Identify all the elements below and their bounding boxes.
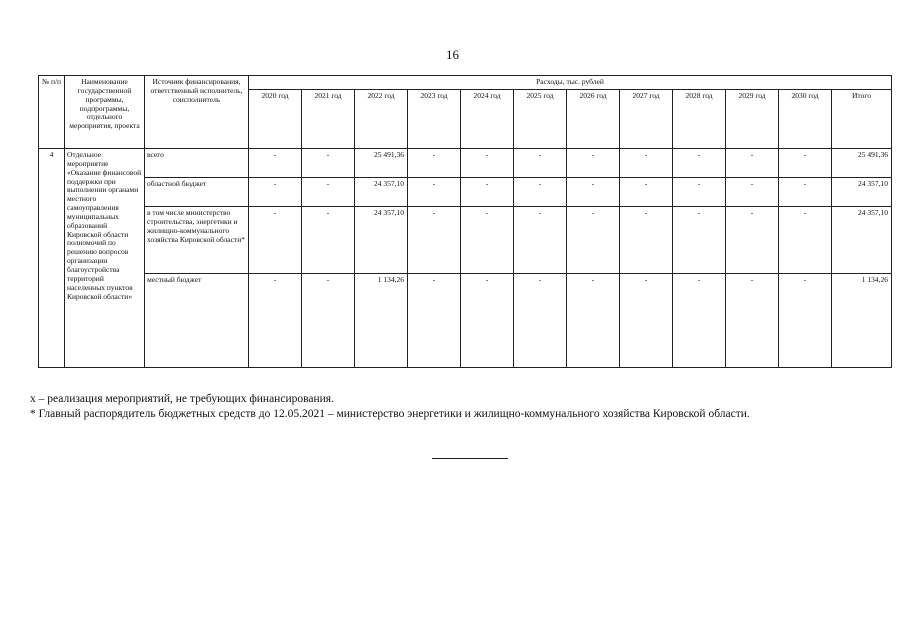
total-cell: 1 134,26 (832, 274, 892, 368)
value-cell: - (249, 149, 302, 178)
table-row (39, 274, 892, 368)
value-cell: - (461, 149, 514, 178)
value-cell: - (726, 149, 779, 178)
header-year: 2024 год (461, 90, 514, 149)
header-expenses: Расходы, тыс. рублей (249, 76, 892, 90)
value-cell: - (620, 178, 673, 207)
value-cell: - (779, 274, 832, 368)
value-cell: - (249, 207, 302, 274)
financing-table (38, 75, 892, 368)
header-year: 2028 год (673, 90, 726, 149)
table-row (39, 149, 892, 178)
value-cell: - (461, 274, 514, 368)
header-year: 2029 год (726, 90, 779, 149)
header-year: 2022 год (355, 90, 408, 149)
table-row (39, 178, 892, 207)
header-total: Итого (832, 90, 892, 149)
value-cell: - (514, 149, 567, 178)
total-cell: 25 491,36 (832, 149, 892, 178)
value-cell: - (408, 149, 461, 178)
value-cell: - (302, 178, 355, 207)
value-cell: - (620, 149, 673, 178)
value-cell: 24 357,10 (355, 178, 408, 207)
value-cell: - (726, 274, 779, 368)
table-header-row (39, 76, 892, 90)
source-cell: областной бюджет (145, 178, 249, 207)
value-cell: - (779, 178, 832, 207)
value-cell: 25 491,36 (355, 149, 408, 178)
header-year: 2025 год (514, 90, 567, 149)
header-year: 2027 год (620, 90, 673, 149)
value-cell: - (779, 207, 832, 274)
value-cell: - (461, 178, 514, 207)
header-number: № п/п (39, 76, 65, 149)
header-year: 2026 год (567, 90, 620, 149)
value-cell: 24 357,10 (355, 207, 408, 274)
value-cell: - (302, 207, 355, 274)
value-cell: - (673, 274, 726, 368)
value-cell: - (249, 178, 302, 207)
value-cell: - (673, 207, 726, 274)
value-cell: - (514, 274, 567, 368)
value-cell: - (673, 178, 726, 207)
header-year: 2020 год (249, 90, 302, 149)
separator-line (432, 458, 508, 459)
value-cell: - (673, 149, 726, 178)
value-cell: - (408, 274, 461, 368)
source-cell: в том числе министерство строительства, энергетики и жилищно-коммунального хозяйства Кировской области* (145, 207, 249, 274)
total-cell: 24 357,10 (832, 207, 892, 274)
value-cell: - (302, 149, 355, 178)
header-source: Источник финансирования, ответственный исполнитель, соисполнитель (145, 76, 249, 149)
value-cell: - (620, 274, 673, 368)
value-cell: - (408, 178, 461, 207)
source-cell: местный бюджет (145, 274, 249, 368)
footnotes (30, 392, 890, 422)
value-cell: - (726, 207, 779, 274)
source-cell: всего (145, 149, 249, 178)
footnote-asterisk: * Главный распорядитель бюджетных средств до 12.05.2021 – министерство энергетики и жилищно-коммунального хозяйства Кировской области. (30, 407, 750, 420)
value-cell: - (249, 274, 302, 368)
value-cell: - (514, 207, 567, 274)
value-cell: 1 134,26 (355, 274, 408, 368)
value-cell: - (567, 207, 620, 274)
page-number: 16 (446, 47, 459, 62)
value-cell: - (567, 178, 620, 207)
item-number: 4 (39, 149, 65, 368)
header-year: 2030 год (779, 90, 832, 149)
value-cell: - (779, 149, 832, 178)
value-cell: - (726, 178, 779, 207)
value-cell: - (567, 274, 620, 368)
value-cell: - (567, 149, 620, 178)
header-year: 2021 год (302, 90, 355, 149)
footnote-x: х – реализация мероприятий, не требующих финансирования. (30, 393, 334, 405)
value-cell: - (620, 207, 673, 274)
header-name: Наименование государственной программы, подпрограммы, отдельного мероприятия, проекта (65, 76, 145, 149)
header-year: 2023 год (408, 90, 461, 149)
total-cell: 24 357,10 (832, 178, 892, 207)
value-cell: - (461, 207, 514, 274)
value-cell: - (514, 178, 567, 207)
value-cell: - (408, 207, 461, 274)
value-cell: - (302, 274, 355, 368)
item-name: Отдельное мероприятие «Оказание финансовой поддержки при выполнении органами местного самоуправления муниципальных образований Кировской области полномочий по решению вопросов организации благоустройства территорий населенных пунктов Кировской области» (65, 149, 145, 368)
table-row (39, 207, 892, 274)
